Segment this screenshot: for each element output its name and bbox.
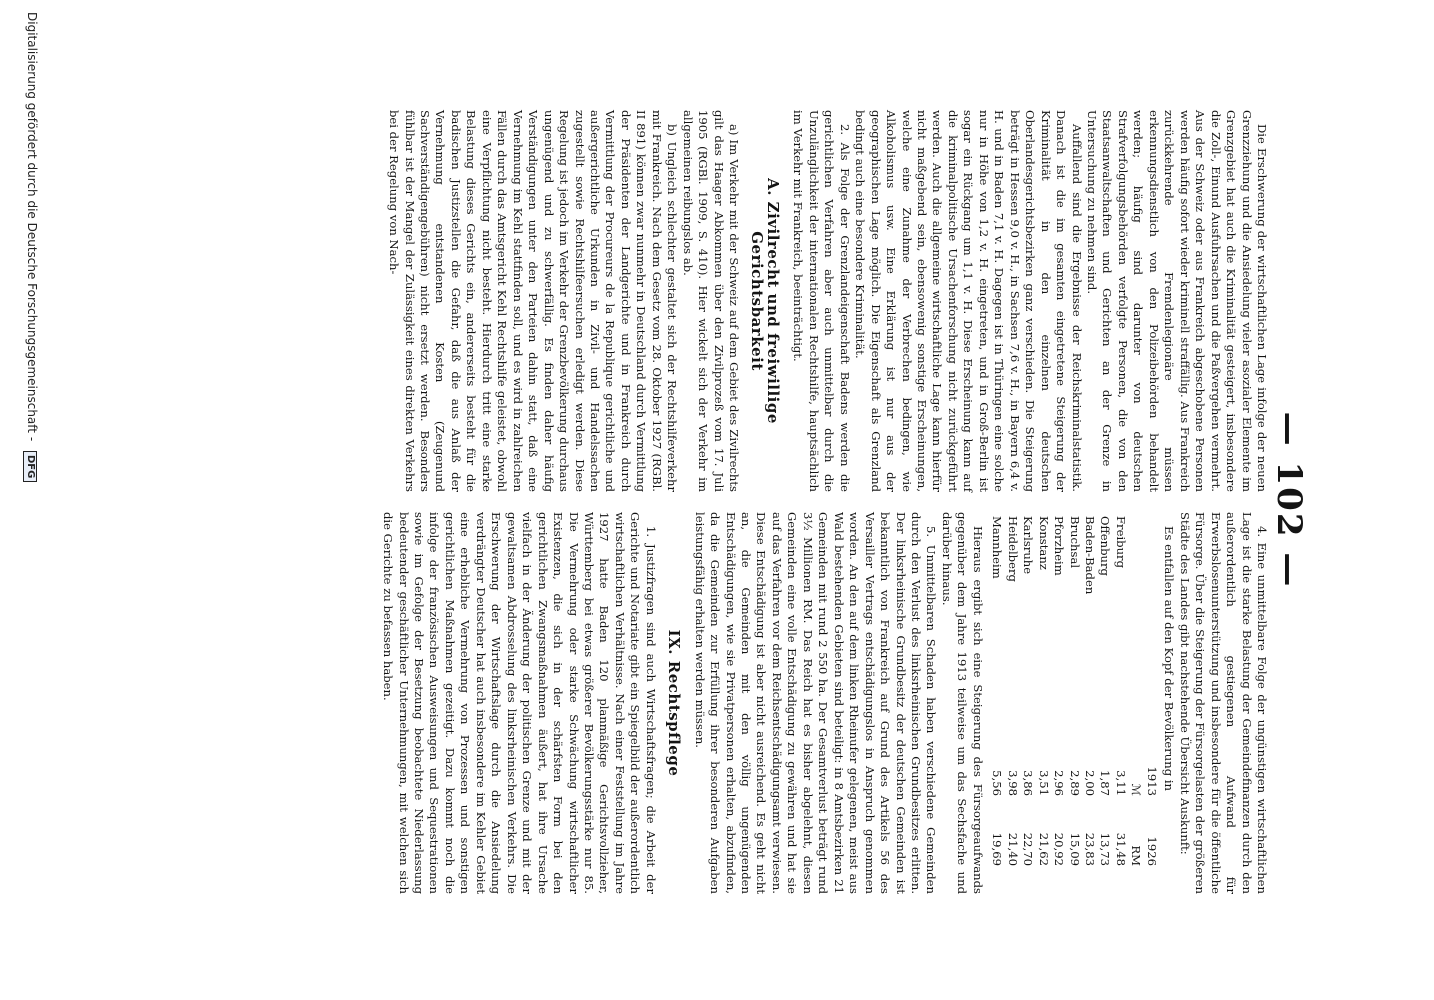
table-unit-cell bbox=[1128, 512, 1143, 726]
table-cell: Mannheim bbox=[990, 516, 1005, 579]
table-cell: Karlsruhe bbox=[1021, 516, 1036, 575]
table-cell: 15,09 bbox=[1067, 832, 1082, 866]
table-cell: 2,89 bbox=[1067, 770, 1082, 796]
paragraph: 5. Unmittelbaren Schaden haben verschiedene Gemeinden durch den Verlust des linksrheinischen Grundbesitzes erlitten. Der linksrheinische Grundbesitz der deutschen Gemeinden ist bekanntlich von Frankreich auf Grund des Artikels 56 des Versailler Vertrags entschädigungslos in Anspruch genommen worden. An den auf dem linken Rheinufer gelegenen, meist aus Wald bestehenden Gebieten sind beteiligt: in 8 Amtsbezirken 21 Gemeinden mit rund 2 550 ha. Der Gesamtverlust beträgt rund 3½ Millionen RM. Das Reich hat es bisher abgelehnt, diesen Gemeinden eine volle Entschädigung zu gewähren und hat sie auf das Verfahren vor dem Reichsentschädigungsamt verwiesen. Diese Entschädigung ist aber nicht ausreichend. Es geht nicht an, die Gemeinden mit den völlig ungenügenden Entschädigungen, wie sie Privatpersonen erhalten, abzufinden, da die Gemeinden zur Erfüllung ihrer besonderen Aufgaben leistungsfähig erhalten werden müssen. bbox=[692, 512, 939, 894]
table-body bbox=[989, 512, 1128, 894]
table-header-row bbox=[1143, 512, 1158, 894]
table-unit-row bbox=[1128, 512, 1143, 894]
table-cell: 23,83 bbox=[1083, 832, 1098, 866]
table-cell: 2,00 bbox=[1083, 770, 1098, 796]
table-cell: Heidelberg bbox=[1005, 516, 1020, 582]
table-row bbox=[989, 512, 1004, 894]
paragraph: Auffallend sind die Ergebnisse der Reichskriminalstatistik. Danach ist die im gesamten eingetretene Steigerung der Kriminalität in den einzelnen deutschen Oberlandesgerichtsbezirken ganz verschieden. Die Steigerung beträgt in Hessen 9,0 v. H., in Sachsen 7,6 v. H., in Bayern 6,4 v. H. und in Baden 7,1 v. H. Dagegen ist in Thüringen eine solche nur in Höhe von 1,2 v. H. eingetreten, und in Groß-Berlin ist sogar ein Rückgang um 1,1 v. H. Diese Erscheinung kann auf die kriminalpolitische Ursachenforschung nicht zurückgeführt werden. Auch die allgemeine wirtschaftliche Lage kann hierfür nicht maßgebend sein, ebensowenig sonstige Erscheinungen, welche eine Zunahme der Verbrechen bedingen, wie Alkoholismus usw. Eine Erklärung ist nur aus der geographischen Lage möglich. Die Eigenschaft als Grenzland bedingt auch eine besondere Kriminalität. bbox=[853, 110, 1084, 492]
table-cell: 2,96 bbox=[1052, 770, 1067, 796]
table-cell: 3,11 bbox=[1113, 770, 1128, 796]
section-heading-rechtspflege: IX. Rechtspflege bbox=[665, 629, 684, 777]
table-header-cell bbox=[1143, 512, 1158, 726]
table-unit-cell: RM bbox=[1129, 845, 1144, 866]
table-cell: 31,48 bbox=[1113, 832, 1128, 866]
table-header-cell: 1913 bbox=[1144, 766, 1159, 796]
table-cell: Baden-Baden bbox=[1083, 516, 1098, 595]
table-cell: 3,51 bbox=[1036, 770, 1051, 796]
right-column bbox=[380, 512, 1269, 894]
table-row bbox=[1004, 512, 1019, 894]
table-header-cell: 1926 bbox=[1144, 836, 1159, 866]
paragraph: 4. Eine unmittelbare Folge der ungünstigen wirtschaftlichen Lage ist die starke Belastung der Gemeindefinanzen durch den außerordentlich gestiegenen Aufwand für Erwerbslosenunterstützung und insbesondere für die öffentliche Fürsorge. Über die Steigerung der Fürsorgelasten der größeren Städte des Landes gibt nachstehende Übersicht Auskunft: bbox=[1177, 512, 1269, 894]
table-row bbox=[1066, 512, 1081, 894]
table-unit-cell: ℳ bbox=[1129, 783, 1144, 796]
table-row bbox=[1112, 512, 1127, 894]
table-row bbox=[1051, 512, 1066, 894]
table-cell: 21,62 bbox=[1036, 832, 1051, 866]
paragraph: Die Erschwerung der wirtschaftlichen Lage infolge der neuen Grenzziehung und die Ansiedelung vieler asozialer Elemente im Grenzgebiet hat auch die Kriminalität gesteigert, insbesondere die Zoll-, Einund Ausfuhrsachen und die Paßvergehen vermehrt. Aus der Schweiz oder aus Frankreich abgeschobene Personen werden häufig sofort wieder kriminell straffällig. Aus Frankreich zurückkehrende Fremdenlegionäre müssen erkennungsdienstlich von den Polizeibehörden behandelt werden; häufig sind darunter von deutschen Strafverfolgungsbehörden verfolgte Personen, die von den Staatsanwaltschaften und Gerichten an der Grenze in Untersuchung zu nehmen sind. bbox=[1085, 110, 1269, 492]
paragraph: 1. Justizfragen sind auch Wirtschaftsfragen; die Arbeit der Gerichte und Notariate gibt ein Spiegelbild der außerordentlich wirtschaftlichen Verhältnisse. Nach einer Feststellung im Jahre 1927 hatte Baden 120 planmäßige Gerichtsvollzieher, Württemberg bei etwas größerer Bevölkerungsstärke nur 85. Die Vermehrung oder starke Schwächung wirtschaftlicher Existenzen, die sich in der schärfsten Form bei den gerichtlichen Zwangsmaßnahmen äußert, hat ihre Ursache vielfach in der Änderung der politischen Grenze und mit der gewaltsamen Abdrosselung des linksrheinischen Verkehrs. Die Erschwerung der Wirtschaftslage durch die Ansiedelung verdrängter Deutscher hat auch insbesondere im Kehler Gebiet eine erhebliche Vermehrung von Prozessen und sonstigen gerichtlichen Maßnahmen gezeitigt. Dazu kommt noch die infolge der französischen Ausweisungen und Sequestrationen sowie im Gefolge der Besetzung beobachtete Niederlassung bedeutender geschäftlicher Unternehmungen, mit welchen sich die Gerichte zu befassen haben. bbox=[381, 512, 658, 894]
table-row bbox=[1035, 512, 1050, 894]
table-row bbox=[1020, 512, 1035, 894]
table-cell: 20,92 bbox=[1052, 832, 1067, 866]
table-cell: 3,98 bbox=[1005, 770, 1020, 796]
table-cell: Offenburg bbox=[1098, 516, 1113, 576]
table-cell: 1,87 bbox=[1098, 770, 1113, 796]
page-number: — 102 — bbox=[1269, 411, 1309, 589]
table-cell: 3,86 bbox=[1021, 770, 1036, 796]
table-row bbox=[1082, 512, 1097, 894]
table-cell: 19,69 bbox=[990, 832, 1005, 866]
dfg-logo-icon: DFG bbox=[23, 451, 37, 482]
welfare-cost-table bbox=[989, 512, 1159, 894]
table-cell: 22,70 bbox=[1021, 832, 1036, 866]
table-cell: 5,56 bbox=[990, 770, 1005, 796]
table-cell: Pforzheim bbox=[1052, 516, 1067, 576]
table-row bbox=[1097, 512, 1112, 894]
table-cell: Konstanz bbox=[1036, 516, 1051, 570]
paragraph: b) Ungleich schlechter gestaltet sich der Rechtshilfeverkehr mit Frankreich. Nach dem Gesetz vom 28. Oktober 1927 (RGBl. II 891) können zwar nunmehr in Deutschland durch Vermittlung der Präsidenten der Landgerichte und in Frankreich durch Vermittlung der Procureurs de la Republique gerichtliche und außergerichtliche Urkunden in Zivil- und Handelssachen zugestellt sowie Rechtshilfeersuchen erledigt werden. Diese Regelung ist jedoch im Verkehr der Grenzbevölkerung durchaus ungenügend und zu schwerfällig. Es finden daher häufig Verständigungen unter den Parteien dahin statt, daß eine Vernehmung im Kehl stattfinden soll, und es wird in zahlreichen Fällen durch das Amtsgericht Kehl Rechtshilfe geleistet, obwohl eine Verpflichtung nicht besteht. Hierdurch tritt eine starke Belastung dieses Gerichts ein, andererseits besteht für die badischen Justizstellen die Gefahr, daß die aus Anlaß der Vernehmung entstandenen Kosten (Zeugenund Sachverständigengebühren) nicht ersetzt werden. Besonders fühlbar ist der Mangel der Zulässigkeit eines direkten Verkehrs bei der Regelung von Nach- bbox=[387, 110, 680, 492]
table-cell: 21,40 bbox=[1005, 832, 1020, 866]
section-heading-zivilrecht: A. Zivilrecht und freiwillige Gerichtsbarkeit bbox=[748, 178, 782, 424]
table-cell: 13,73 bbox=[1098, 832, 1113, 866]
table-cell: Bruchsal bbox=[1067, 516, 1082, 569]
table-cell: Freiburg bbox=[1113, 516, 1128, 569]
paragraph: Es entfallen auf den Kopf der Bevölkerung in bbox=[1162, 526, 1177, 792]
paragraph: a) Im Verkehr mit der Schweiz auf dem Gebiet des Zivilrechts gilt das Haager Abkommen über den Zivilprozeß vom 17. Juli 1905 (RGBl. 1909, S. 410). Hier wickelt sich der Verkehr im allgemeinen reibungslos ab. bbox=[680, 110, 742, 492]
left-column bbox=[386, 110, 1269, 492]
digitization-credit bbox=[23, 0, 39, 1000]
paragraph: Hieraus ergibt sich eine Steigerung des Fürsorgeaufwands gegenüber dem Jahre 1913 teilweise um das Sechsfache und darüber hinaus. bbox=[939, 512, 985, 894]
digitization-credit-text: Digitalisierung gefördert durch die Deutsche Forschungsgemeinschaft - bbox=[25, 12, 39, 442]
paragraph: 2. Als Folge der Grenzlandeigenschaft Badens werden die gerichtlichen Verfahren aber auch unmittelbar durch die Unzulänglichkeit der internationalen Rechtshilfe, hauptsächlich im Verkehr mit Frankreich, beeinträchtigt. bbox=[791, 110, 852, 492]
